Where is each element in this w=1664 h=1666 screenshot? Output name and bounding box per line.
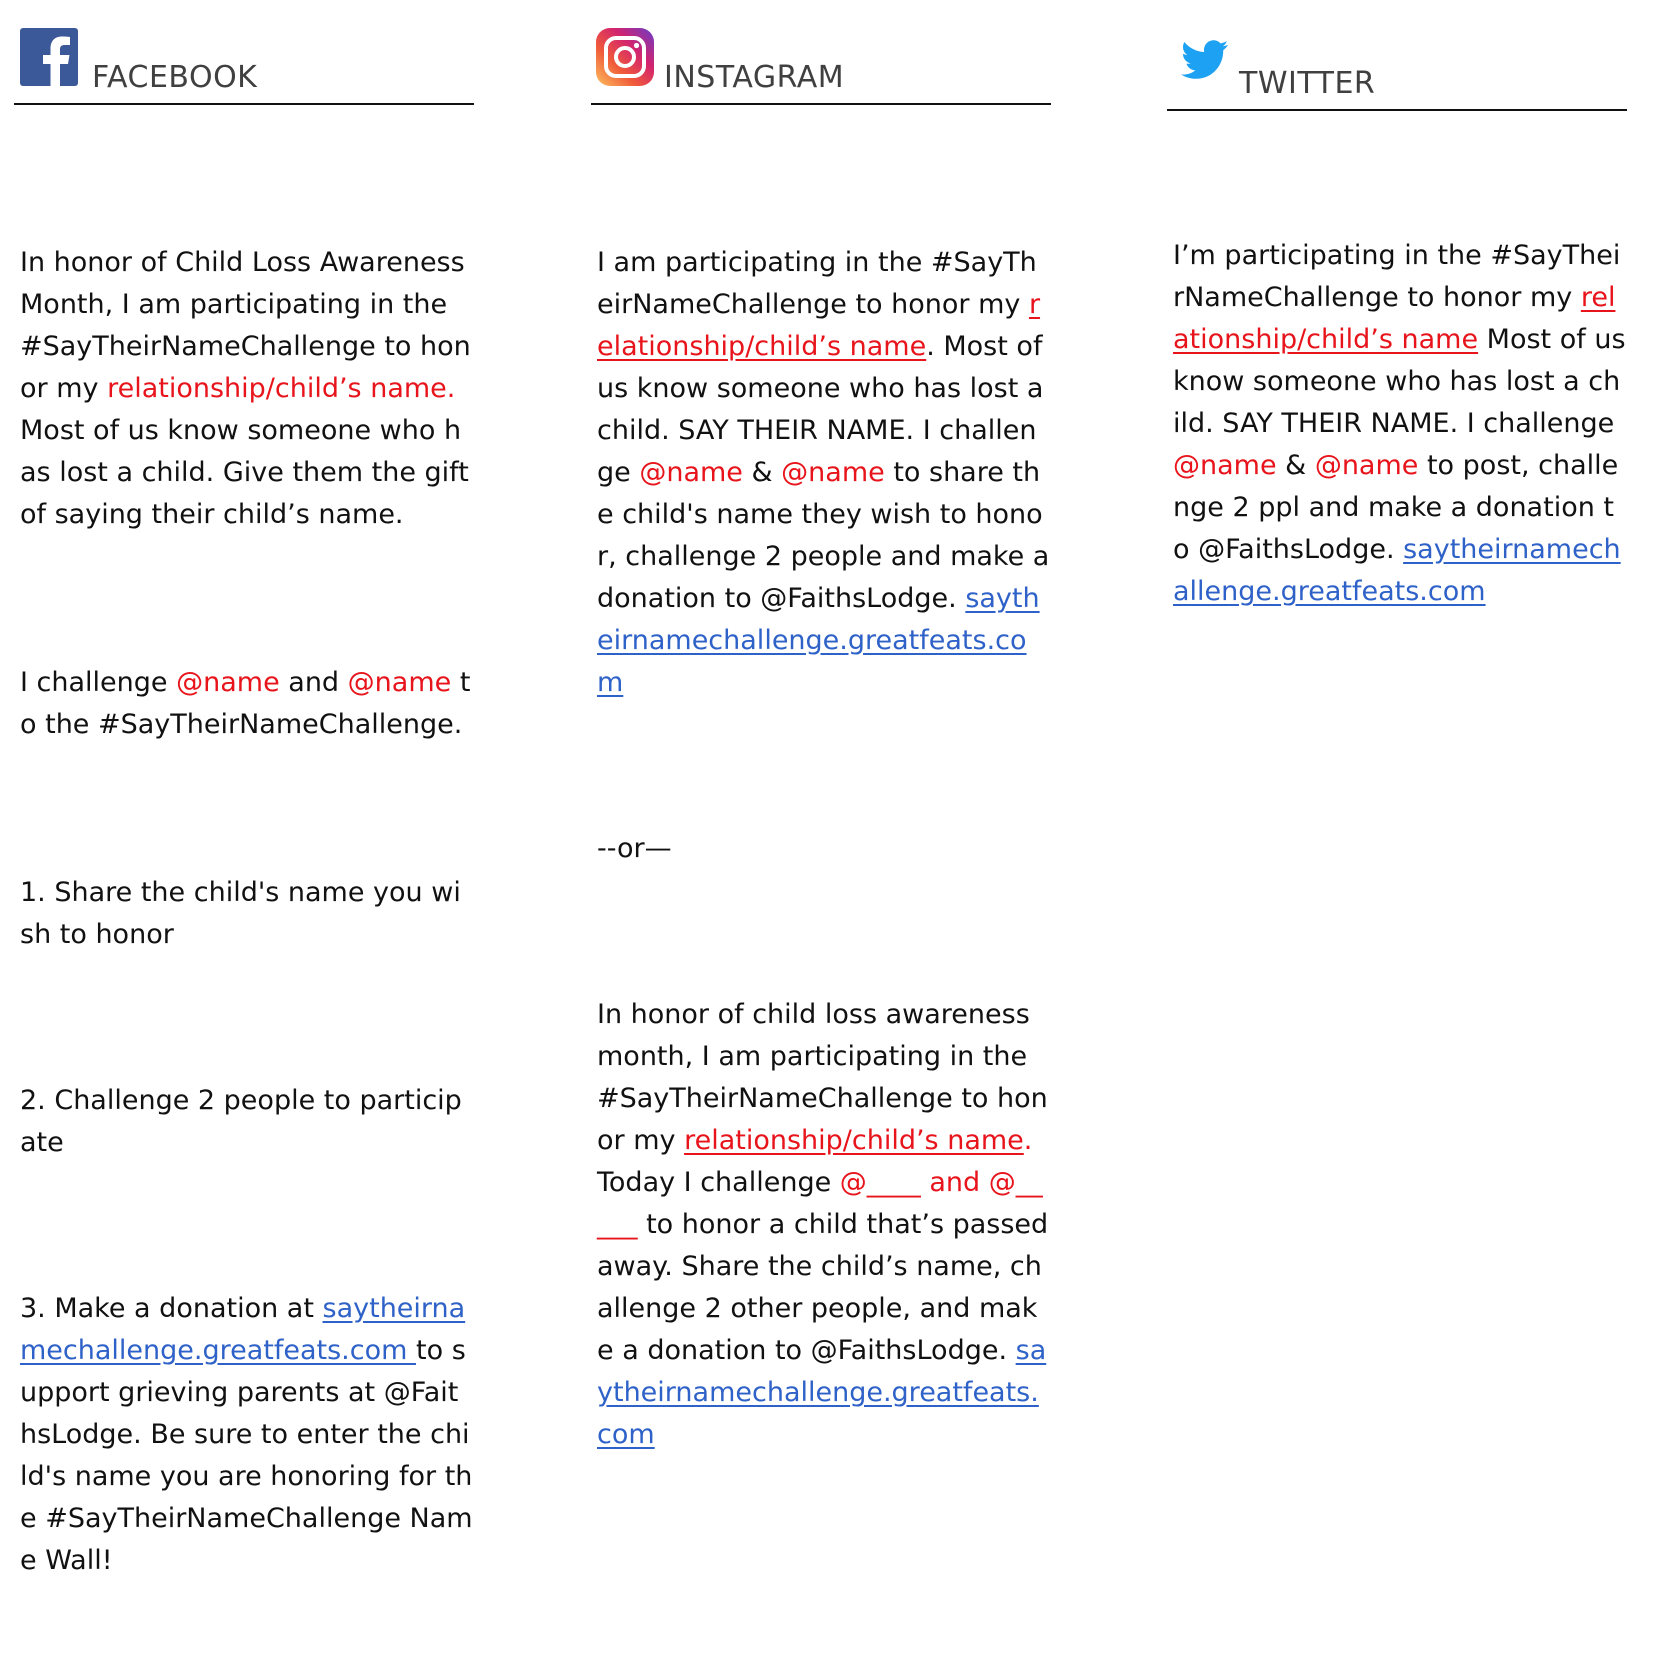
twitter-paragraph [1173,235,1635,613]
text: 3. Make a donation at [20,1293,323,1324]
instagram-option-2 [597,994,1057,1456]
donation-link[interactable]: saytheirnamechallenge.greatfeats.com [597,583,1040,698]
facebook-icon [20,28,78,86]
text: to honor a child that’s passed away. Share the child’s name, challenge 2 other people, and make a donation to @FaithsLodge. [597,1209,1057,1366]
twitter-column [1167,0,1635,697]
facebook-header [14,0,474,105]
text: In honor of Child Loss Awareness Month, I am participating in the #SayTheirNameChallenge to honor my [20,247,474,404]
text: I challenge [20,667,177,698]
instagram-column [591,0,1058,1540]
text: In honor of child loss awareness month, I am participating in the #SayTheirNameChallenge to honor my [597,999,1048,1156]
facebook-paragraph-challenge [20,662,474,746]
text: Most of us know someone who has lost a child. SAY THEIR NAME. I challenge [1173,324,1635,439]
text: to share the child's name they wish to honor, challenge 2 people and make a donation to @FaithsLodge. [597,457,1058,614]
instagram-option-1 [597,242,1058,704]
facebook-paragraph-intro [20,242,478,536]
instagram-title: INSTAGRAM [664,60,845,95]
donation-link[interactable]: saytheirnamechallenge.greatfeats.com [20,1293,466,1366]
placeholder-name: @name [1173,450,1277,481]
placeholder-name: @name [1314,450,1419,481]
facebook-step-3 [20,1288,474,1582]
text: . Most of us know someone who has lost a child. SAY THEIR NAME. I challenge [597,331,1053,488]
donation-link[interactable]: saytheirnamechallenge.greatfeats.com [597,1335,1047,1450]
twitter-bird-icon [1181,40,1229,80]
facebook-post-text [14,105,478,1666]
facebook-step-1: 1. Share the child's name you wish to honor [20,877,461,950]
text: to support grieving parents at @FaithsLodge. Be sure to enter the child's name you are honoring for the #SayTheirNameChallenge Name Wall! [20,1335,473,1576]
text: I am participating in the #SayTheirNameChallenge to honor my [597,247,1037,320]
instagram-icon [596,28,654,86]
placeholder-relationship: relationship/child’s name [597,289,1041,362]
text: to post, challenge 2 ppl and make a donation to @FaithsLodge. [1173,450,1619,565]
twitter-header [1167,0,1627,111]
text: to the #SayTheirNameChallenge. [20,667,471,740]
placeholder-name: @name [176,667,280,698]
text: and [279,667,348,698]
placeholder-name: @name [347,667,452,698]
text: . [1023,1125,1033,1156]
placeholder-name: @name [639,457,743,488]
text: & [1276,450,1315,481]
twitter-title: TWITTER [1239,66,1376,101]
placeholder-relationship: relationship/child’s name [684,1125,1024,1156]
twitter-post-text [1167,111,1635,697]
placeholder-name: @____ and @_____ [597,1167,1043,1240]
text: Today I challenge [597,1125,1041,1198]
facebook-title: FACEBOOK [92,60,258,95]
placeholder-relationship: relationship/child’s name. [107,373,456,404]
text: & [742,457,782,488]
instagram-header [591,0,1051,105]
facebook-step-2: 2. Challenge 2 people to participate [20,1085,462,1158]
placeholder-relationship: relationship/child’s name [1173,282,1616,355]
donation-link[interactable]: saytheirnamechallenge.greatfeats.com [1173,534,1621,607]
instagram-post-text [591,105,1058,1540]
text: Most of us know someone who has lost a child. Give them the gift of saying their child’s name. [20,373,478,530]
instagram-or-divider: --or— [597,833,672,864]
placeholder-name: @name [781,457,885,488]
text: I’m participating in the #SayTheirNameChallenge to honor my [1173,240,1621,313]
facebook-column [14,0,478,1666]
